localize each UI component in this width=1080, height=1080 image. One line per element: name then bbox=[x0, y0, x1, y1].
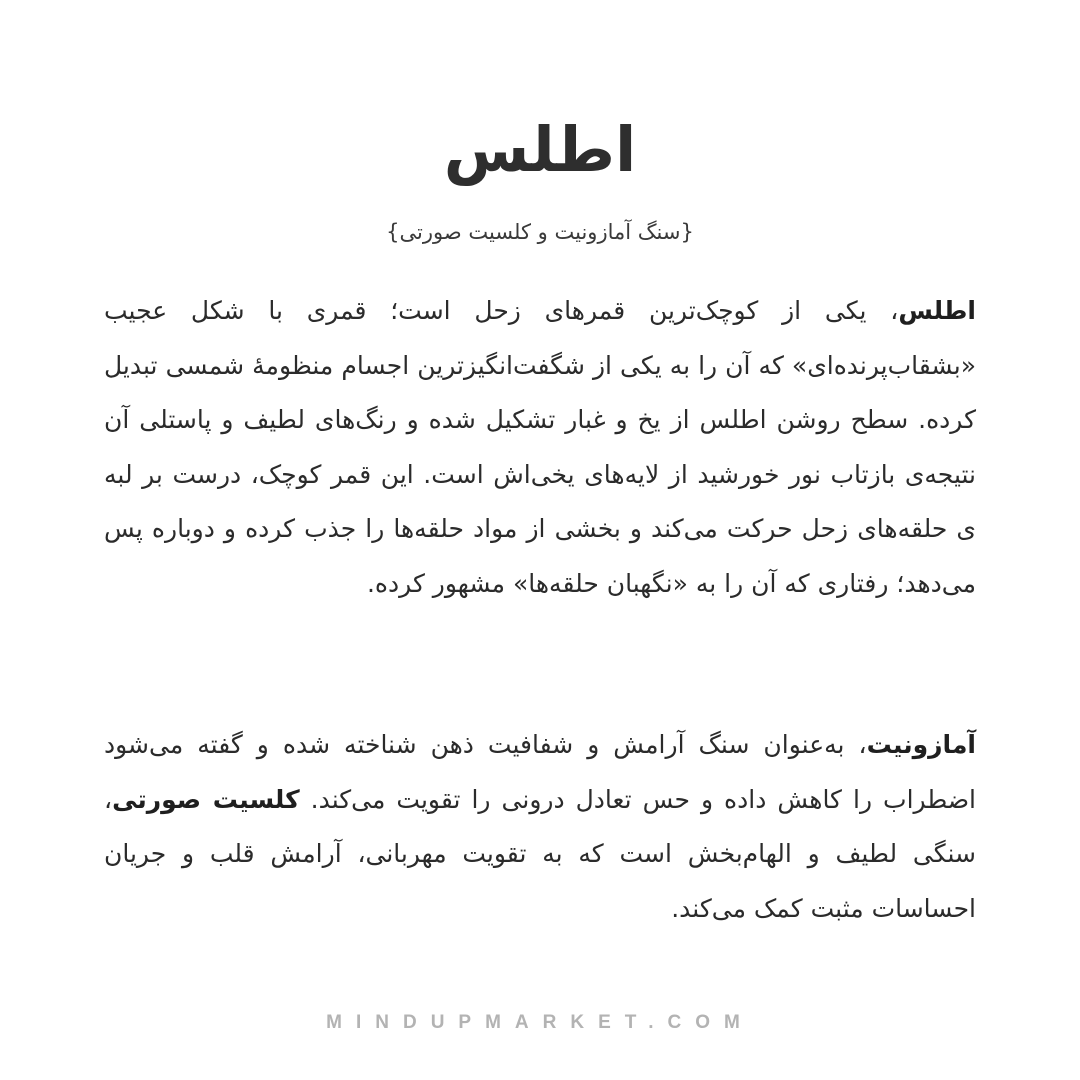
page-subtitle: {سنگ آمازونیت و کلسیت صورتی} bbox=[386, 220, 694, 244]
paragraph-atlas bbox=[104, 284, 976, 611]
page-title: اطلس bbox=[443, 113, 637, 186]
pink-calcite-bold: کلسیت صورتی bbox=[112, 784, 300, 814]
amazonite-description: ، به‌عنوان سنگ آرامش و شفافیت ذهن شناخته شده و گفته می‌شود اضطراب را کاهش داده و حس تعادل درونی را تقویت می‌کند. bbox=[104, 730, 976, 814]
amazonite-bold-lead: آمازونیت bbox=[866, 730, 976, 759]
pink-calcite-description: ، سنگی لطیف و الهام‌بخش است که به تقویت مهربانی، آرامش قلب و جریان احساسات مثبت کمک می‌کند. bbox=[104, 784, 976, 923]
atlas-description: ، یکی از کوچک‌ترین قمرهای زحل است؛ قمری با شکل عجیب «بشقاب‌پرنده‌ای» که آن را به یکی از شگفت‌انگیزترین اجسام منظومهٔ شمسی تبدیل کرده. سطح روشن اطلس از یخ و غبار تشکیل شده و رنگ‌های لطیف و پاستلی آن نتیجه‌ی بازتاب نور خورشید از لایه‌های یخی‌اش است. این قمر کوچک، درست بر لبه ی حلقه‌های زحل حرکت می‌کند و بخشی از مواد حلقه‌ها را جذب کرده و دوباره پس می‌دهد؛ رفتاری که آن را به «نگهبان حلقه‌ها» مشهور کرده. bbox=[104, 296, 976, 598]
atlas-bold-lead: اطلس bbox=[898, 296, 976, 325]
footer-website: MINDUPMARKET.COM bbox=[326, 1012, 754, 1033]
paragraph-stones bbox=[104, 718, 976, 936]
